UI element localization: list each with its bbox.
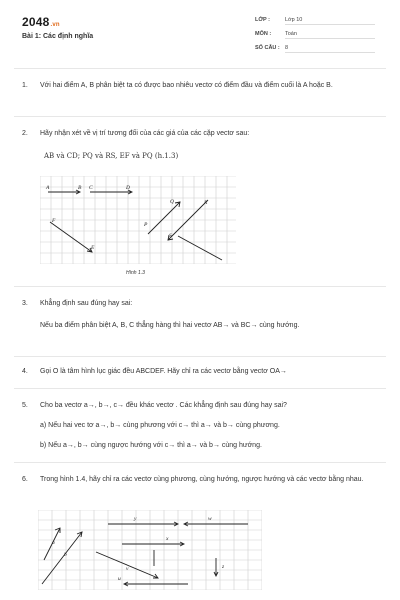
question-number: 1. bbox=[22, 82, 28, 89]
label-c: C bbox=[89, 185, 93, 191]
label-a: a bbox=[52, 540, 55, 546]
label-b: B bbox=[78, 185, 82, 191]
arrowhead bbox=[77, 532, 82, 537]
label-w: w bbox=[208, 516, 212, 522]
label-b: b bbox=[64, 552, 67, 558]
label-q: Q bbox=[170, 199, 174, 205]
site-logo[interactable] bbox=[22, 15, 60, 29]
label-p: P bbox=[144, 222, 148, 228]
question-text: Hãy nhận xét về vị trí tương đối của các giá của các cặp vectơ sau: bbox=[40, 130, 250, 137]
label-f: F bbox=[52, 218, 56, 224]
question-text: Với hai điểm A, B phân biệt ta có được bao nhiêu vectơ có điểm đầu và điểm cuối là A hoặc B. bbox=[40, 82, 333, 89]
figure-caption: Hình 1.3 bbox=[126, 270, 145, 276]
label-x: x bbox=[166, 536, 169, 542]
question-number: 3. bbox=[22, 300, 28, 307]
subject-value: Toán bbox=[285, 31, 375, 39]
statement-text: b) Nếu a→, b→ cùng ngược hướng với c→ thì a→ và b→ cùng hướng. bbox=[40, 442, 262, 449]
logo-text: 2048 bbox=[22, 15, 50, 29]
logo-suffix: .vn bbox=[50, 22, 60, 28]
question-text: Gọi O là tâm hình lục giác đều ABCDEF. Hãy chỉ ra các vectơ bằng vectơ OA→ bbox=[40, 368, 287, 375]
question-divider bbox=[14, 116, 386, 117]
label-y: y bbox=[134, 516, 137, 522]
subject-label: MÔN : bbox=[255, 31, 272, 37]
label-v: v bbox=[126, 566, 129, 572]
question-divider bbox=[14, 356, 386, 357]
label-e: E bbox=[91, 245, 95, 251]
count-value: 8 bbox=[285, 45, 375, 53]
label-z: z bbox=[222, 564, 225, 570]
count-label: SỐ CÂU : bbox=[255, 45, 280, 51]
vector-pairs: AB và CD; PQ và RS, EF và PQ (h.1.3) bbox=[44, 152, 179, 160]
question-number: 2. bbox=[22, 130, 28, 137]
document-header bbox=[0, 0, 400, 68]
subject-row bbox=[255, 31, 297, 37]
vector-pq bbox=[148, 202, 180, 234]
grade-label: LỚP : bbox=[255, 17, 270, 23]
question-divider bbox=[14, 286, 386, 287]
lesson-title: Bài 1: Các định nghĩa bbox=[22, 33, 94, 40]
question-number: 4. bbox=[22, 368, 28, 375]
question-divider bbox=[14, 462, 386, 463]
question-divider bbox=[14, 388, 386, 389]
grade-value: Lớp 10 bbox=[285, 17, 375, 25]
grade-row bbox=[255, 17, 303, 23]
label-d: D bbox=[126, 185, 130, 191]
label-a: A bbox=[46, 185, 50, 191]
count-row bbox=[255, 45, 289, 51]
label-r: R bbox=[204, 200, 208, 206]
question-text: Trong hình 1.4, hãy chỉ ra các vectơ cùng phương, cùng hướng, ngược hướng và các vectơ bằng nhau. bbox=[40, 476, 364, 483]
question-text: Khẳng định sau đúng hay sai: bbox=[40, 300, 133, 307]
label-s: S bbox=[169, 233, 172, 239]
figure-1-4 bbox=[38, 510, 262, 590]
statement-text: Nếu ba điểm phân biệt A, B, C thẳng hàng thì hai vectơ AB→ và BC→ cùng hướng. bbox=[40, 322, 300, 329]
question-number: 5. bbox=[22, 402, 28, 409]
header-divider bbox=[14, 68, 386, 69]
figure-1-3 bbox=[40, 176, 236, 264]
statement-text: a) Nếu hai vec tơ a→, b→ cùng phương với c→ thì a→ và b→ cùng phương. bbox=[40, 422, 280, 429]
question-number: 6. bbox=[22, 476, 28, 483]
question-text: Cho ba vectơ a→, b→, c→ đều khác vectơ . Các khẳng định sau đúng hay sai? bbox=[40, 402, 287, 409]
vector-v bbox=[96, 552, 158, 578]
label-u: u bbox=[118, 576, 121, 582]
line-segment bbox=[178, 236, 222, 260]
vector-ef bbox=[50, 222, 92, 252]
